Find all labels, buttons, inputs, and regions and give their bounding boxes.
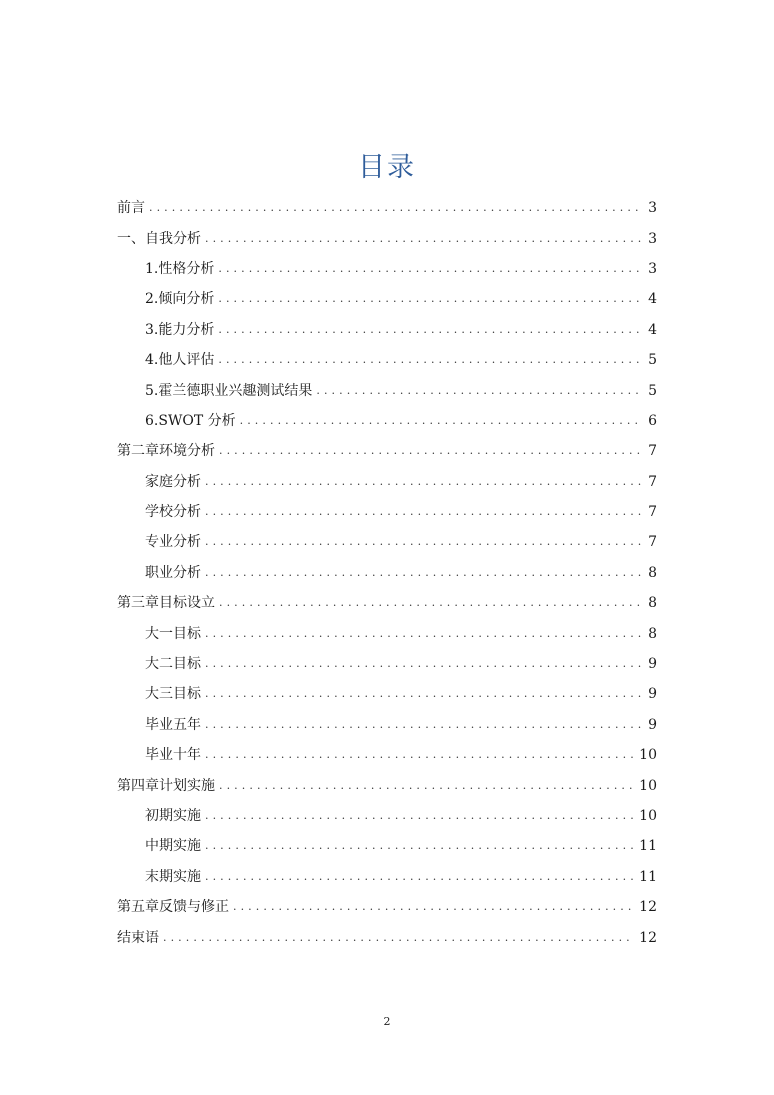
toc-dot-leader — [203, 558, 641, 588]
toc-entry-label: 家庭分析 — [145, 473, 201, 490]
toc-entry[interactable] — [117, 345, 657, 375]
toc-dot-leader — [203, 497, 641, 527]
toc-entry[interactable] — [117, 315, 657, 345]
toc-entry[interactable] — [117, 193, 657, 223]
toc-entry[interactable] — [117, 527, 657, 557]
toc-entry-page-number: 6 — [648, 412, 657, 429]
toc-entry-label: 初期实施 — [145, 808, 201, 824]
toc-entry-page-number: 11 — [639, 838, 657, 855]
toc-entry-label: 专业分析 — [145, 534, 201, 551]
toc-title: 目录 — [358, 152, 416, 183]
toc-entry-label: 大二目标 — [145, 656, 201, 673]
toc-entry[interactable] — [117, 375, 657, 405]
toc-dot-leader — [203, 801, 633, 831]
toc-dot-leader — [147, 193, 641, 223]
toc-dot-leader — [217, 436, 641, 466]
toc-entry-label: 毕业五年 — [145, 716, 201, 733]
toc-entry-page-number: 8 — [648, 595, 657, 612]
toc-entry-label: 结束语 — [117, 929, 159, 946]
toc-entry-label: 第三章目标设立 — [117, 595, 215, 612]
toc-entry[interactable] — [117, 588, 657, 618]
toc-entry-page-number: 4 — [648, 321, 657, 338]
toc-dot-leader — [203, 467, 641, 497]
toc-entry[interactable] — [117, 223, 657, 253]
toc-entry-page-number: 11 — [639, 868, 657, 885]
toc-entry-page-number: 3 — [648, 230, 657, 247]
toc-entry-page-number: 3 — [648, 200, 657, 217]
toc-dot-leader — [203, 527, 641, 557]
toc-dot-leader — [231, 892, 633, 922]
toc-entry-label: 中期实施 — [145, 838, 201, 855]
toc-dot-leader — [217, 588, 641, 618]
toc-entry[interactable] — [117, 679, 657, 709]
toc-entry-label: 4.他人评估 — [145, 352, 215, 369]
toc-entry[interactable] — [117, 892, 657, 922]
toc-entry-page-number: 3 — [648, 260, 657, 277]
toc-entry[interactable] — [117, 740, 657, 770]
toc-dot-leader — [203, 649, 641, 679]
toc-entry-label: 大三目标 — [145, 686, 201, 703]
toc-dot-leader — [216, 284, 641, 314]
toc-entry[interactable] — [117, 618, 657, 648]
toc-dot-leader — [216, 345, 641, 375]
toc-entry-page-number: 10 — [639, 747, 657, 764]
toc-dot-leader — [238, 406, 641, 436]
toc-entry-page-number: 9 — [648, 656, 657, 673]
toc-entry-page-number: 7 — [648, 473, 657, 490]
toc-entry-label: 5.霍兰德职业兴趣测试结果 — [145, 382, 313, 399]
toc-entry-label: 末期实施 — [145, 868, 201, 885]
toc-entry[interactable] — [117, 710, 657, 740]
toc-dot-leader — [216, 254, 641, 284]
toc-entry-page-number: 10 — [639, 808, 657, 824]
page-number: 2 — [383, 1015, 391, 1028]
toc-dot-leader — [203, 862, 633, 892]
toc-entry-label: 大一目标 — [145, 625, 201, 642]
toc-entry-label: 2.倾向分析 — [145, 291, 215, 308]
toc-dot-leader — [203, 740, 633, 770]
toc-entry-page-number: 12 — [639, 929, 657, 946]
toc-entry-page-number: 9 — [648, 716, 657, 733]
toc-entry-page-number: 8 — [648, 564, 657, 581]
toc-entry-page-number: 9 — [648, 686, 657, 703]
toc-dot-leader — [203, 679, 641, 709]
toc-entry-page-number: 4 — [648, 291, 657, 308]
toc-entry[interactable] — [117, 862, 657, 892]
toc-entry[interactable] — [117, 770, 657, 800]
toc-entry-label: 一、自我分析 — [117, 230, 201, 247]
toc-entry[interactable] — [117, 436, 657, 466]
toc-entry-label: 毕业十年 — [145, 747, 201, 764]
toc-entry[interactable] — [117, 649, 657, 679]
toc-dot-leader — [203, 710, 641, 740]
toc-entry-page-number: 7 — [648, 534, 657, 551]
toc-entry-page-number: 5 — [648, 382, 657, 399]
toc-entry-label: 第五章反馈与修正 — [117, 899, 229, 916]
toc-list — [117, 193, 657, 953]
toc-entry-label: 职业分析 — [145, 564, 201, 581]
toc-entry[interactable] — [117, 467, 657, 497]
toc-dot-leader — [203, 224, 641, 254]
toc-entry[interactable] — [117, 497, 657, 527]
toc-entry-label: 第四章计划实施 — [117, 777, 215, 794]
toc-entry[interactable] — [117, 801, 657, 831]
toc-entry[interactable] — [117, 254, 657, 284]
toc-entry[interactable] — [117, 284, 657, 314]
toc-dot-leader — [203, 619, 641, 649]
toc-entry-page-number: 10 — [639, 777, 657, 794]
toc-entry-page-number: 7 — [648, 504, 657, 521]
toc-entry-label: 第二章环境分析 — [117, 443, 215, 460]
toc-entry-page-number: 5 — [648, 352, 657, 369]
toc-entry[interactable] — [117, 831, 657, 861]
toc-entry-label: 1.性格分析 — [145, 260, 215, 277]
toc-dot-leader — [203, 831, 633, 861]
toc-entry-label: 6.SWOT 分析 — [145, 412, 236, 429]
toc-entry-label: 3.能力分析 — [145, 321, 215, 338]
toc-entry[interactable] — [117, 406, 657, 436]
toc-entry[interactable] — [117, 558, 657, 588]
toc-entry-page-number: 8 — [648, 625, 657, 642]
toc-dot-leader — [217, 771, 633, 801]
toc-entry-label: 前言 — [117, 200, 145, 217]
toc-dot-leader — [161, 923, 633, 953]
toc-entry-page-number: 12 — [639, 899, 657, 916]
toc-dot-leader — [314, 376, 641, 406]
toc-dot-leader — [216, 315, 641, 345]
toc-entry-page-number: 7 — [648, 443, 657, 460]
toc-entry-label: 学校分析 — [145, 504, 201, 521]
toc-entry[interactable] — [117, 922, 657, 952]
